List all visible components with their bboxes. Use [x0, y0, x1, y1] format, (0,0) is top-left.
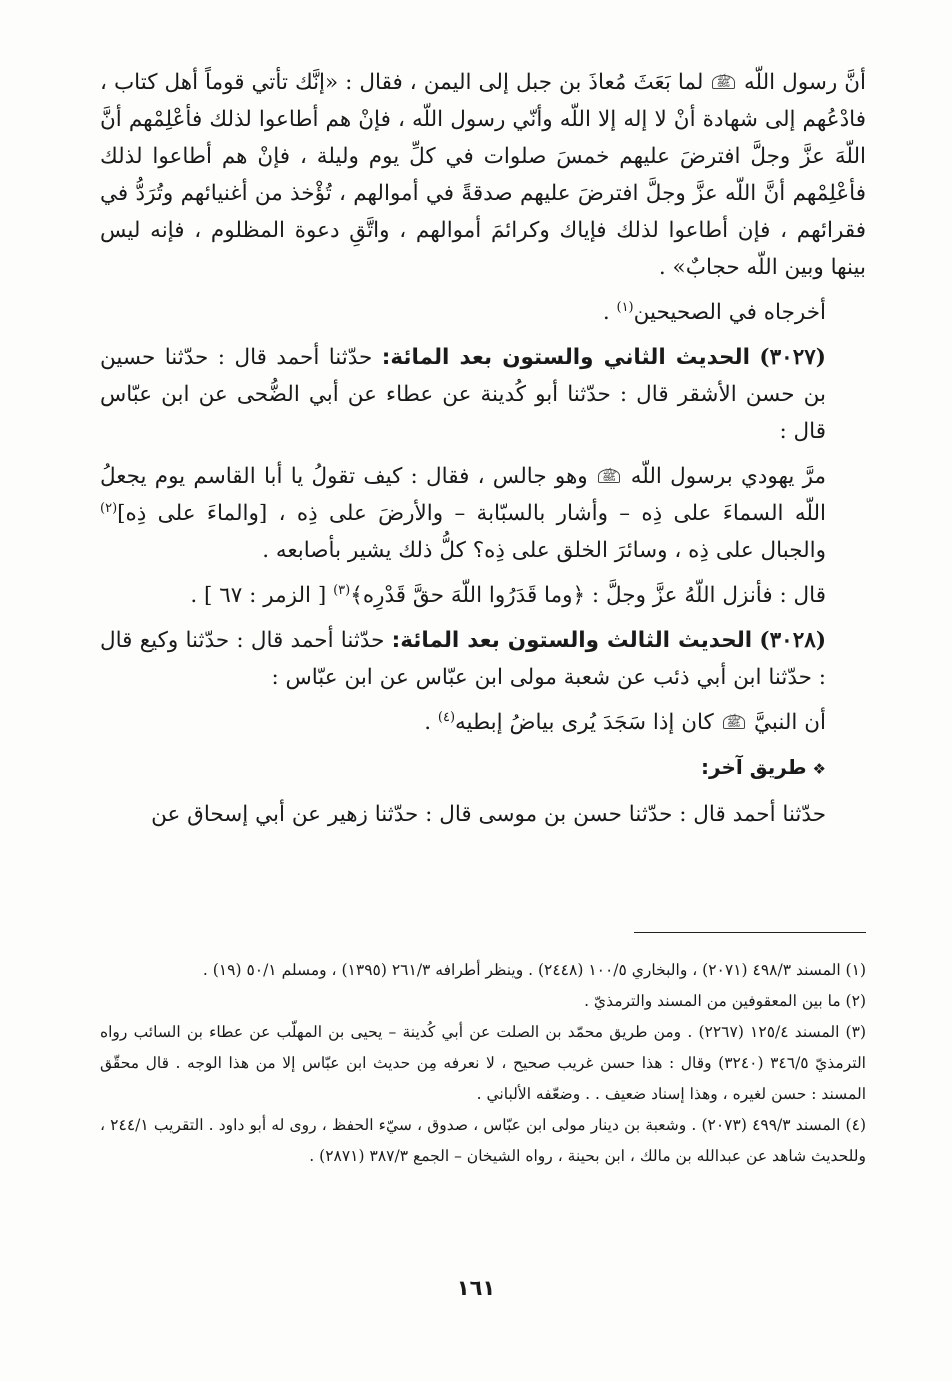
paragraph-takhrij [100, 294, 866, 331]
text-run: [ الزمر : ٦٧ ] . [190, 583, 334, 608]
diamond-bullet-icon: ❖ [812, 760, 826, 778]
text-run: مرَّ يهودي برسول اللّه [630, 464, 826, 489]
subheading-label: طريق آخر: [701, 755, 807, 779]
paragraph-yahudi [100, 458, 866, 569]
text-run: أن النبيَّ [753, 710, 826, 735]
text-run: كان إذا سَجَدَ يُرى بياضُ إبطيه [455, 710, 714, 735]
page-number: ١٦١ [456, 1276, 496, 1300]
text-run: حدّثنا أحمد قال : حدّثنا حسن بن موسى قال : حدّثنا زهير عن أبي إسحاق عن [151, 802, 826, 827]
text-run: أنَّ رسول اللّه [743, 70, 866, 95]
footnotes [100, 955, 866, 1172]
hadith-title: الحديث الثاني والستون بعد المائة: [381, 345, 750, 370]
text-run: لما بَعَثَ مُعاذَ بن جبل إلى اليمن ، فقال : «إنَّك تأتي قوماً أهل كتاب ، فادْعُهم إلى شهادة أنْ لا إله إلا اللّه وأنّي رسول اللّه ، فإنْ هم أطاعوا لذلك فأعْلِمْهم أنَّ اللّهَ عزَّ وجلَّ افترضَ عليهم خمسَ صلوات في كلِّ يوم وليلة ، فإنْ هم أطاعوا لذلك فأعْلِمْهم أنَّ اللّه عزَّ وجلَّ افترضَ عليهم صدقةً في أموالهم ، تُؤْخذ من أغنيائهم وتُرَدُّ في فقرائهم ، فإن أطاعوا لذلك فإياك وكرائمَ أموالهم ، واتَّقِ دعوة المظلوم ، فإنه ليس بينها وبين اللّه حجابٌ» . [100, 70, 866, 280]
text-run: قال : فأنزل اللّهُ عزَّ وجلَّ : ﴿وما قَدَرُوا اللّهَ حقَّ قَدْرِه﴾ [350, 583, 826, 608]
paragraph-isnad-continued [100, 796, 866, 833]
paragraph-quran-verse [100, 577, 866, 614]
footnote-ref-1[interactable]: (١) [616, 299, 634, 315]
hadith-3027-heading [100, 339, 866, 450]
footnote-2: (٢) ما بين المعقوفين من المسند والترمذيّ . [584, 992, 866, 1010]
salla-allah-alayhi-icon: ﷺ [723, 715, 746, 729]
paragraph-sujud [100, 704, 866, 741]
text-run: . [424, 710, 438, 735]
footnote-ref-3[interactable]: (٣) [333, 582, 351, 598]
isnad-text: حدّثنا أحمد قال : حدّثنا وكيع قال : حدّثنا ابن أبي ذئب عن شعبة مولى ابن عبّاس عن ابن عبّاس : [100, 628, 826, 690]
footnote-ref-2[interactable]: (٢) [100, 500, 118, 516]
hadith-3028-heading [100, 622, 866, 696]
footnote-1: (١) المسند ٤٩٨/٣ (٢٠٧١) ، والبخاري ١٠٠/٥ (٢٤٤٨) . وينظر أطرافه ٢٦١/٣ (١٣٩٥) ، ومسلم ٥٠/١ (١٩) . [202, 961, 866, 979]
footnote-3: (٣) المسند ١٢٥/٤ (٢٢٦٧) . ومن طريق محمّد بن الصلت عن أبي كُدينة – يحيى بن المهلّب عن عطاء بن السائب رواه الترمذيّ ٣٤٦/٥ (٣٢٤٠) وقال : هذا حسن غريب صحيح ، لا نعرفه مِن حديث ابن عبّاس إلا من هذا الوجه . قال محقّق المسند : حسن لغيره ، وهذا إسناد ضعيف . . وضعّفه الألباني . [100, 1023, 866, 1103]
hadith-title: الحديث الثالث والستون بعد المائة: [391, 628, 753, 653]
hadith-number: (٣٠٢٨) [759, 628, 826, 653]
text-run: وهو جالس ، فقال : كيف تقولُ يا أبا القاسم يوم يجعلُ اللّه السماءَ على ذِه – وأشار بالسبّابة – والأرضَ على ذِه ، [والماءَ على ذِه] [100, 464, 826, 526]
footnote-ref-4[interactable]: (٤) [437, 709, 456, 725]
main-text [100, 64, 866, 833]
footnote-4: (٤) المسند ٤٩٩/٣ (٢٠٧٣) . وشعبة بن دينار مولى ابن عبّاس ، صدوق ، سيّء الحفظ ، روى له أبو داود . التقريب ٢٤٤/١ ، وللحديث شاهد عن عبدالله بن مالك ، ابن بحينة ، رواه الشيخان – الجمع ٣٨٧/٣ (٢٨٧١) . [100, 1116, 866, 1165]
salla-allah-alayhi-icon: ﷺ [712, 75, 735, 89]
isnad-text: حدّثنا أحمد قال : حدّثنا حسين بن حسن الأشقر قال : حدّثنا أبو كُدينة عن عطاء عن أبي الضُّحى عن ابن عبّاس قال : [100, 345, 826, 444]
text-run: أخرجاه في الصحيحين [633, 300, 826, 325]
salla-allah-alayhi-icon: ﷺ [598, 469, 621, 483]
subheading-another-route [100, 749, 866, 788]
text-run: والجبال على ذِه ، وسائرَ الخلق على ذِه؟ كلُّ ذلك يشير بأصابعه . [262, 538, 826, 563]
footnote-separator [634, 932, 866, 933]
text-run: . [602, 300, 617, 325]
hadith-number: (٣٠٢٧) [759, 345, 826, 370]
paragraph-hadith-muadh [100, 64, 866, 286]
